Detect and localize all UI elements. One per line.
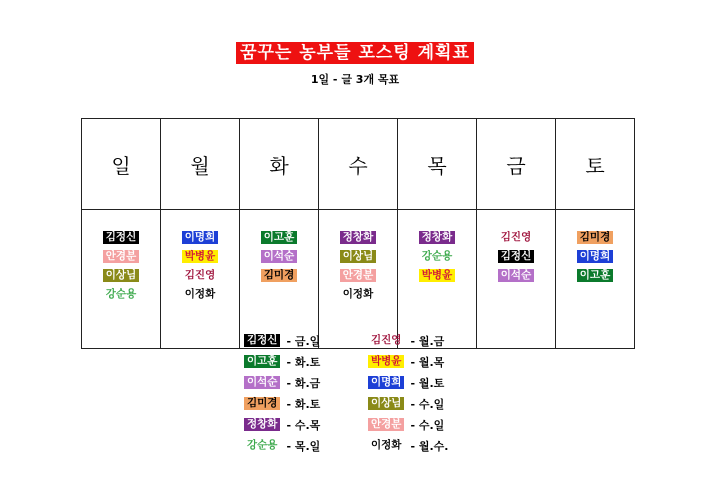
legend-entry: [244, 333, 368, 349]
legend-entry: [368, 354, 492, 370]
person-name: 이석순: [261, 250, 297, 263]
legend-entry: [368, 417, 492, 433]
legend-entry: [244, 396, 368, 412]
subtitle: 1일 - 글 3개 목표: [310, 73, 400, 86]
person-name: 박병윤: [419, 269, 455, 282]
legend-entry: [244, 354, 368, 370]
legend-days: - 월.수.: [410, 439, 449, 453]
day-header: 화: [240, 119, 319, 210]
person-name: 이명희: [368, 376, 404, 389]
day-header: 토: [556, 119, 635, 210]
legend-days: - 월.토: [410, 376, 445, 390]
legend-days: - 월.금: [410, 334, 445, 348]
person-name: 이정화: [342, 288, 374, 300]
person-name: 이정화: [184, 288, 216, 300]
day-header: 수: [319, 119, 398, 210]
day-cell: [556, 210, 635, 349]
day-cell-names: [240, 228, 318, 285]
person-name: 안경분: [103, 250, 139, 263]
day-cell-names: [82, 228, 160, 304]
person-name: 김정신: [498, 250, 534, 263]
person-name: 정창화: [340, 231, 376, 244]
day-cell: [319, 210, 398, 349]
person-name: 김정신: [103, 231, 139, 244]
legend-days: - 목.일: [286, 439, 321, 453]
legend-days: - 화.토: [286, 355, 321, 369]
legend-row: [244, 393, 492, 414]
day-header-row: [82, 119, 635, 210]
person-name: 안경분: [368, 418, 404, 431]
legend-entry: [244, 375, 368, 391]
person-name: 안경분: [340, 269, 376, 282]
person-name: 정창화: [419, 231, 455, 244]
day-cell: [398, 210, 477, 349]
day-cell-names: [477, 228, 555, 285]
legend-entry: [244, 438, 368, 454]
day-cell: [240, 210, 319, 349]
person-name: 강순용: [421, 250, 453, 262]
legend-entry: [368, 333, 492, 349]
person-name: 이명희: [577, 250, 613, 263]
person-name: 이상님: [103, 269, 139, 282]
person-name: 박병윤: [368, 355, 404, 368]
legend-entry: [368, 438, 492, 454]
day-header: 월: [161, 119, 240, 210]
day-cell: [477, 210, 556, 349]
page-title: [0, 38, 710, 63]
legend-row: [244, 414, 492, 435]
legend-days: - 수.일: [410, 418, 445, 432]
person-name: 강순용: [105, 288, 137, 300]
day-header: 금: [477, 119, 556, 210]
legend-row: [244, 351, 492, 372]
legend-row: [244, 435, 492, 456]
person-name: 이고훈: [577, 269, 613, 282]
person-name: 김진영: [500, 231, 532, 243]
day-header: 일: [82, 119, 161, 210]
legend-days: - 화.토: [286, 397, 321, 411]
legend-entry: [368, 396, 492, 412]
assignment-row: [82, 210, 635, 349]
legend-days: - 수.일: [410, 397, 445, 411]
day-cell-names: [556, 228, 634, 285]
person-name: 김정신: [244, 334, 280, 347]
day-cell: [161, 210, 240, 349]
person-name: 이고훈: [261, 231, 297, 244]
person-name: 이정화: [371, 439, 402, 451]
person-name: 강순용: [247, 439, 278, 451]
person-name: 이상님: [368, 397, 404, 410]
day-cell-names: [398, 228, 476, 285]
legend: [244, 330, 492, 456]
day-cell-names: [161, 228, 239, 304]
person-name: 김미경: [577, 231, 613, 244]
person-name: 이석순: [498, 269, 534, 282]
person-name: 이명희: [182, 231, 218, 244]
legend-row: [244, 372, 492, 393]
legend-days: - 화.금: [286, 376, 321, 390]
person-name: 김진영: [371, 334, 402, 346]
legend-days: - 월.목: [410, 355, 445, 369]
legend-days: - 수.목: [286, 418, 321, 432]
legend-entry: [244, 417, 368, 433]
legend-days: - 금.일: [286, 334, 321, 348]
page-title-text: 꿈꾸는 농부들 포스팅 계획표: [236, 42, 474, 64]
person-name: 박병윤: [182, 250, 218, 263]
day-header: 목: [398, 119, 477, 210]
day-cell-names: [319, 228, 397, 304]
person-name: 정창화: [244, 418, 280, 431]
person-name: 김미경: [261, 269, 297, 282]
legend-entry: [368, 375, 492, 391]
day-cell: [82, 210, 161, 349]
person-name: 이석순: [244, 376, 280, 389]
person-name: 이상님: [340, 250, 376, 263]
person-name: 김진영: [184, 269, 216, 281]
person-name: 김미경: [244, 397, 280, 410]
schedule-table: [81, 118, 635, 349]
legend-row: [244, 330, 492, 351]
person-name: 이고훈: [244, 355, 280, 368]
